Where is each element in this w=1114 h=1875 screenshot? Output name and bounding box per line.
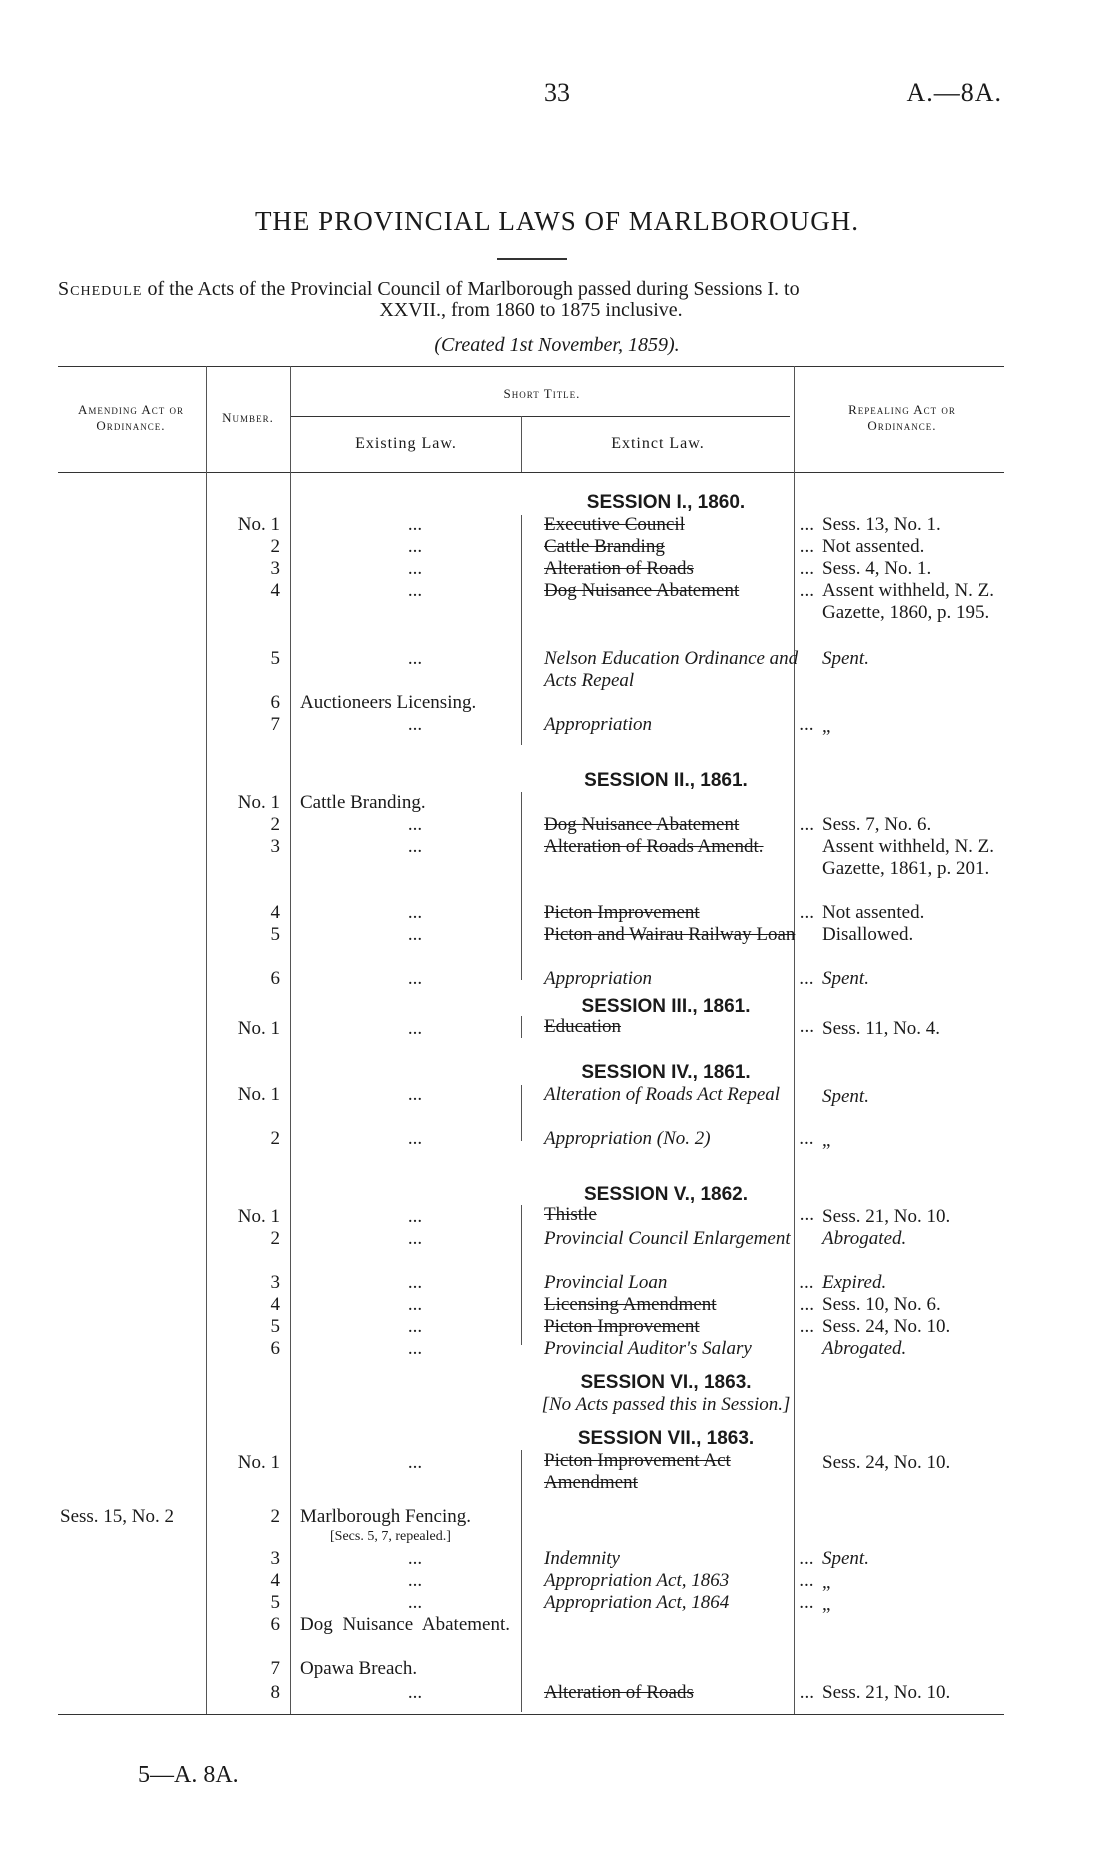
- header-number: Number.: [222, 410, 274, 425]
- existing-dots: ...: [407, 648, 423, 669]
- extinct-law: [544, 902, 814, 924]
- title-rule: [497, 258, 567, 260]
- row-number: 6: [270, 1614, 280, 1635]
- leader-dots: ...: [799, 558, 814, 579]
- leader-dots: ...: [799, 1204, 814, 1225]
- row-number: 5: [270, 1592, 280, 1613]
- session-heading: SESSION VI., 1863.: [580, 1372, 752, 1393]
- existing-dots: ...: [407, 514, 423, 535]
- session-heading: SESSION V., 1862.: [583, 1184, 749, 1205]
- extinct-law: Provincial Council Enlargement: [544, 1228, 791, 1249]
- existing-dots: ...: [407, 902, 423, 923]
- extinct-law: [544, 968, 814, 990]
- extinct-law-name: Dog Nuisance Abatement: [544, 580, 740, 601]
- repealing-act: Sess. 24, No. 10.: [822, 1452, 951, 1473]
- extinct-law-name: Appropriation Act, 1864: [544, 1592, 730, 1613]
- repealing-act: „: [822, 1594, 831, 1615]
- leader-dots: ...: [799, 1294, 814, 1315]
- existing-dots: ...: [407, 536, 423, 557]
- repealing-act: Spent.: [822, 1086, 869, 1107]
- row-number: 4: [270, 902, 280, 923]
- extinct-law: [544, 1128, 814, 1150]
- leader-dots: ...: [799, 814, 814, 835]
- created-note: (Created 1st November, 1859).: [434, 334, 680, 356]
- extinct-law-name: Alteration of Roads: [544, 558, 694, 579]
- existing-dots: ...: [407, 814, 423, 835]
- extinct-law-name: Education: [544, 1016, 622, 1037]
- existing-dots: ...: [407, 1548, 423, 1569]
- extinct-law-name: Appropriation: [544, 968, 653, 989]
- repealing-act: Sess. 11, No. 4.: [822, 1018, 941, 1039]
- row-number: No. 1: [237, 514, 280, 535]
- row-number: 3: [270, 1272, 280, 1293]
- row-number: 5: [270, 648, 280, 669]
- existing-dots: ...: [407, 1128, 423, 1149]
- extinct-law: Picton Improvement Act Amendment: [544, 1450, 731, 1493]
- repealing-act: Sess. 21, No. 10.: [822, 1682, 951, 1703]
- row-number: 6: [270, 1338, 280, 1359]
- existing-dots: ...: [407, 1570, 423, 1591]
- existing-law: Marlborough Fencing.: [300, 1506, 471, 1527]
- existing-dots: ...: [407, 924, 423, 945]
- row-number: 2: [270, 1228, 280, 1249]
- header-repealing: Repealing Act or Ordinance.: [848, 402, 956, 433]
- existing-dots: ...: [407, 1294, 423, 1315]
- repealing-act: Sess. 7, No. 6.: [822, 814, 932, 835]
- row-number: 6: [270, 692, 280, 713]
- schedule-line2: XXVII., from 1860 to 1875 inclusive.: [379, 299, 683, 321]
- extinct-law: [544, 536, 814, 558]
- extinct-law-name: Appropriation: [544, 714, 653, 735]
- repealing-act: Spent.: [822, 968, 869, 989]
- row-number: 7: [270, 1658, 280, 1679]
- page-number: 33: [544, 78, 570, 107]
- repealing-act: Not assented.: [822, 536, 925, 557]
- amending-act: Sess. 15, No. 2: [60, 1506, 175, 1527]
- repealing-act: „: [822, 1130, 831, 1151]
- header-extinct-law: Extinct Law.: [611, 435, 705, 452]
- repealing-act: Not assented.: [822, 902, 925, 923]
- row-number: 5: [270, 1316, 280, 1337]
- leader-dots: ...: [799, 1682, 814, 1703]
- extinct-law: Nelson Education Ordinance and Acts Repeal: [544, 648, 799, 691]
- repealing-act: Expired.: [822, 1272, 887, 1293]
- header-short-title: Short Title.: [503, 386, 581, 401]
- extinct-law-name: Appropriation Act, 1863: [544, 1570, 730, 1591]
- row-number: 5: [270, 924, 280, 945]
- row-number: 4: [270, 580, 280, 601]
- row-number: 2: [270, 536, 280, 557]
- header-amending: Amending Act or Ordinance.: [77, 402, 185, 433]
- col-divider-1: [206, 366, 207, 1714]
- session-heading: SESSION VII., 1863.: [577, 1428, 755, 1449]
- extinct-law: [544, 1016, 814, 1038]
- row-number: 2: [270, 1128, 280, 1149]
- extinct-law: [544, 1204, 814, 1226]
- row-number: 7: [270, 714, 280, 735]
- col-divider-3-s5: [521, 1205, 522, 1345]
- repealing-act: Abrogated.: [822, 1228, 907, 1249]
- leader-dots: ...: [799, 580, 814, 601]
- row-number: 2: [270, 1506, 280, 1527]
- extinct-law-name: Dog Nuisance Abatement: [544, 814, 740, 835]
- existing-dots: ...: [407, 1592, 423, 1613]
- schedule-line1: of the Acts of the Provincial Council of Marlborough passed during Sessions I. to: [147, 278, 800, 300]
- leader-dots: ...: [799, 714, 814, 735]
- extinct-law: [544, 1592, 814, 1614]
- row-number: No. 1: [237, 1206, 280, 1227]
- page-title: THE PROVINCIAL LAWS OF MARLBOROUGH.: [254, 206, 860, 236]
- extinct-law: Provincial Auditor's Salary: [544, 1338, 752, 1359]
- row-number: No. 1: [237, 1452, 280, 1473]
- leader-dots: ...: [799, 1570, 814, 1591]
- repealing-act: Sess. 13, No. 1.: [822, 514, 941, 535]
- extinct-law-name: Indemnity: [544, 1548, 620, 1569]
- extinct-law-name: Thistle: [544, 1204, 597, 1225]
- leader-dots: ...: [799, 1592, 814, 1613]
- extinct-law: [544, 1294, 814, 1316]
- existing-dots: ...: [407, 1018, 423, 1039]
- col-divider-3-s3: [521, 1016, 522, 1038]
- existing-law: Auctioneers Licensing.: [300, 692, 477, 713]
- footer-signature: 5—A. 8A.: [138, 1762, 239, 1788]
- row-number: No. 1: [237, 792, 280, 813]
- existing-law: Cattle Branding.: [300, 792, 426, 813]
- row-number: 3: [270, 1548, 280, 1569]
- repealing-act: Assent withheld, N. Z. Gazette, 1860, p. 195.: [822, 580, 995, 623]
- row-number: 8: [270, 1682, 280, 1703]
- row-number: 2: [270, 814, 280, 835]
- existing-dots: ...: [407, 1682, 423, 1703]
- table-header-rule: [58, 472, 1004, 473]
- existing-dots: ...: [407, 714, 423, 735]
- header-existing-law: Existing Law.: [355, 435, 457, 452]
- row-number: 3: [270, 558, 280, 579]
- row-number: 3: [270, 836, 280, 857]
- row-number: 4: [270, 1294, 280, 1315]
- leader-dots: ...: [799, 536, 814, 557]
- existing-law: Opawa Breach.: [300, 1658, 418, 1679]
- extinct-law-name: Alteration of Roads Amendt.: [544, 836, 764, 857]
- extinct-law-name: Provincial Loan: [544, 1272, 668, 1293]
- existing-law-note: [Secs. 5, 7, repealed.]: [330, 1529, 451, 1544]
- extinct-law: [544, 1682, 814, 1704]
- leader-dots: ...: [799, 902, 814, 923]
- existing-dots: ...: [407, 968, 423, 989]
- table-bottom-rule: [58, 1714, 1004, 1715]
- extinct-law: Picton and Wairau Railway Loan: [544, 924, 796, 945]
- extinct-law: [544, 814, 814, 836]
- leader-dots: ...: [799, 1548, 814, 1569]
- session-heading: SESSION IV., 1861.: [581, 1062, 751, 1083]
- leader-dots: ...: [799, 514, 814, 535]
- extinct-law-name: Cattle Branding: [544, 536, 665, 557]
- existing-dots: ...: [407, 1228, 423, 1249]
- leader-dots: ...: [799, 968, 814, 989]
- leader-dots: ...: [799, 1316, 814, 1337]
- existing-dots: ...: [407, 558, 423, 579]
- existing-law: Dog Nuisance Abatement.: [300, 1614, 510, 1635]
- extinct-law: [544, 580, 814, 602]
- extinct-law: [544, 558, 814, 580]
- row-number: No. 1: [237, 1018, 280, 1039]
- extinct-law: [544, 1548, 814, 1570]
- schedule-description: [58, 277, 1004, 301]
- session-heading: SESSION II., 1861.: [584, 770, 748, 791]
- repealing-act: Spent.: [822, 1548, 869, 1569]
- extinct-law: [544, 514, 814, 536]
- extinct-law: Alteration of Roads Act Repeal: [544, 1084, 781, 1105]
- repealing-act: Sess. 10, No. 6.: [822, 1294, 941, 1315]
- extinct-law: [544, 1570, 814, 1592]
- existing-dots: ...: [407, 1206, 423, 1227]
- repealing-act: Sess. 4, No. 1.: [822, 558, 932, 579]
- session-note: [No Acts passed this in Session.]: [541, 1394, 791, 1415]
- document-reference: A.—8A.: [906, 78, 1002, 107]
- repealing-act: Disallowed.: [822, 924, 914, 945]
- leader-dots: ...: [799, 1016, 814, 1037]
- extinct-law: [544, 1316, 814, 1338]
- repealing-act: Sess. 24, No. 10.: [822, 1316, 951, 1337]
- col-divider-3-s1: [521, 515, 522, 745]
- leader-dots: ...: [799, 1128, 814, 1149]
- extinct-law: [544, 714, 814, 736]
- repealing-act: Abrogated.: [822, 1338, 907, 1359]
- repealing-act: Sess. 21, No. 10.: [822, 1206, 951, 1227]
- existing-dots: ...: [407, 580, 423, 601]
- existing-dots: ...: [407, 1084, 423, 1105]
- short-title-rule: [290, 416, 790, 417]
- repealing-act: Spent.: [822, 648, 869, 669]
- table-top-rule: [58, 366, 1004, 367]
- existing-dots: ...: [407, 1316, 423, 1337]
- col-divider-3-header: [521, 416, 522, 472]
- extinct-law: [544, 1272, 814, 1294]
- session-heading: SESSION I., 1860.: [586, 492, 746, 513]
- session-heading: SESSION III., 1861.: [581, 996, 751, 1017]
- col-divider-3-s7: [521, 1450, 522, 1712]
- repealing-act: „: [822, 716, 831, 737]
- col-divider-3-s2: [521, 792, 522, 980]
- leader-dots: ...: [799, 1272, 814, 1293]
- row-number: No. 1: [237, 1084, 280, 1105]
- extinct-law-name: Alteration of Roads: [544, 1682, 694, 1703]
- extinct-law-name: Picton Improvement: [544, 1316, 700, 1337]
- extinct-law-name: Licensing Amendment: [544, 1294, 717, 1315]
- extinct-law-name: Picton Improvement: [544, 902, 700, 923]
- row-number: 4: [270, 1570, 280, 1591]
- existing-dots: ...: [407, 1338, 423, 1359]
- extinct-law-name: Appropriation (No. 2): [544, 1128, 711, 1149]
- existing-dots: ...: [407, 1272, 423, 1293]
- repealing-act: „: [822, 1572, 831, 1593]
- repealing-act: Assent withheld, N. Z. Gazette, 1861, p. 201.: [822, 836, 995, 879]
- existing-dots: ...: [407, 1452, 423, 1473]
- col-divider-2: [290, 366, 291, 1714]
- existing-dots: ...: [407, 836, 423, 857]
- extinct-law: [544, 836, 814, 858]
- row-number: 6: [270, 968, 280, 989]
- extinct-law-name: Executive Council: [544, 514, 685, 535]
- schedule-word: Schedule: [58, 278, 143, 300]
- col-divider-3-s4: [521, 1085, 522, 1141]
